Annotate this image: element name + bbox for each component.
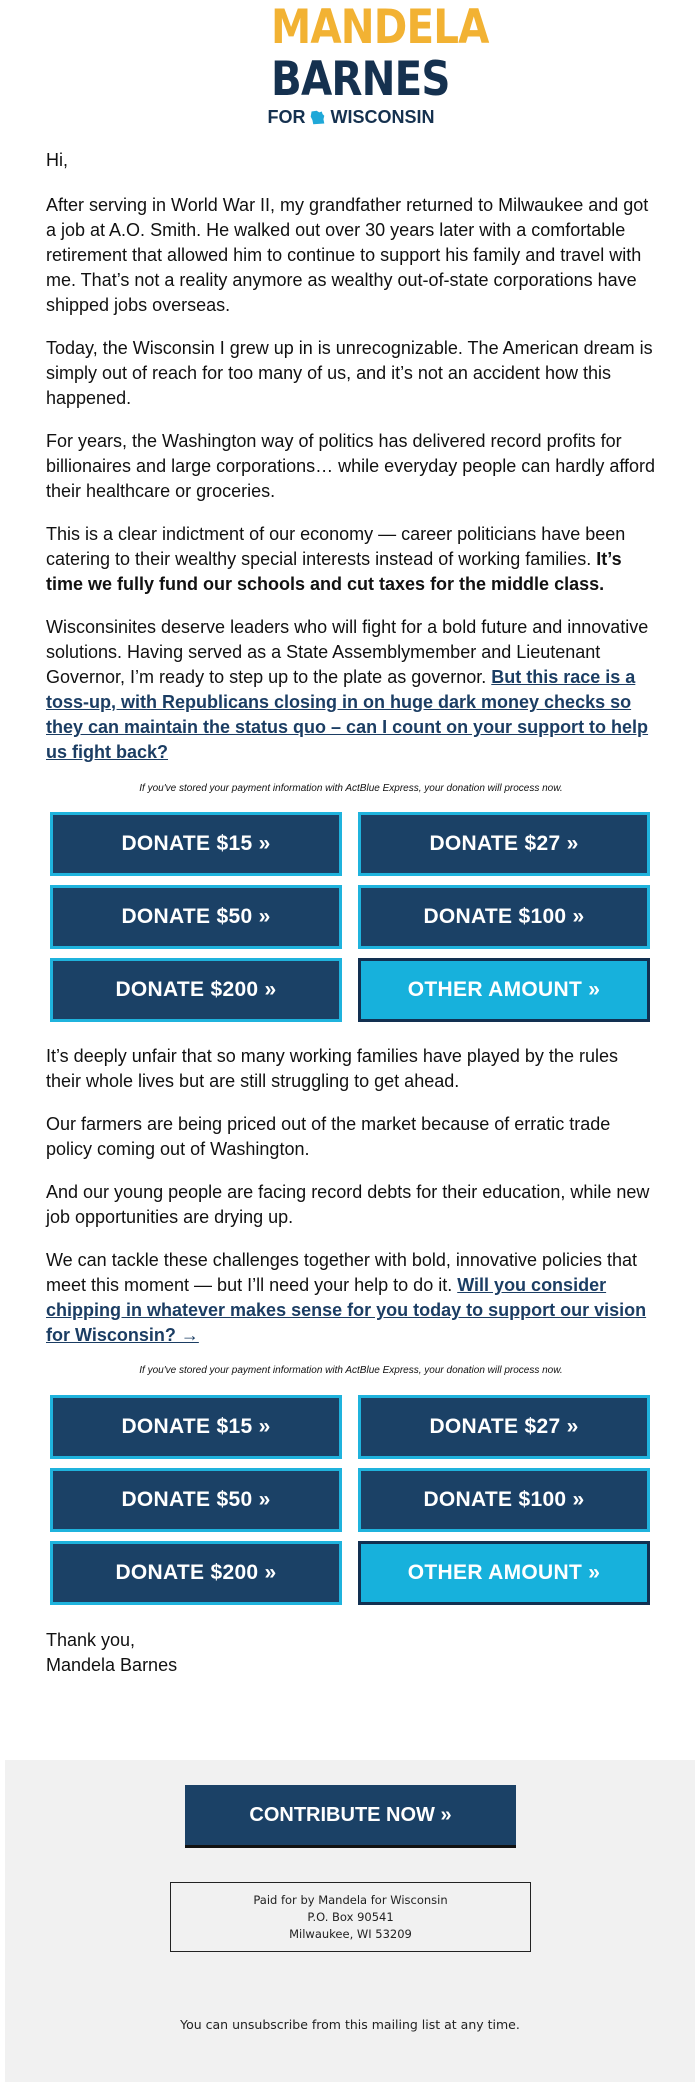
paragraph-washington: For years, the Washington way of politics has delivered record profits for billionaires and large corporations… while everyday people can hardly afford their healthcare or groceries. — [46, 431, 656, 501]
actblue-disclaimer: If you've stored your payment information with ActBlue Express, your donation will process now. — [139, 783, 563, 794]
paragraph-wisconsin: Today, the Wisconsin I grew up in is unrecognizable. The American dream is simply out of reach for too many of us, and it’s not an accident how this happened. — [46, 338, 653, 408]
donate-50-button-2[interactable]: DONATE $50 » — [50, 1468, 342, 1532]
indictment-text: This is a clear indictment of our economy — career politicians have been catering to their wealthy special interests instead of working families. — [46, 524, 626, 569]
donate-15-button-2[interactable]: DONATE $15 » — [50, 1395, 342, 1459]
donate-grid-2 — [50, 1395, 650, 1607]
logo-tagline — [258, 106, 444, 128]
donate-27-button[interactable]: DONATE $27 » — [358, 812, 650, 876]
chip-in-link[interactable]: Will you consider chipping in whatever makes sense for you today to support our vision for Wisconsin? → — [46, 1275, 647, 1345]
donate-100-button[interactable]: DONATE $100 » — [358, 885, 650, 949]
donate-200-button[interactable]: DONATE $200 » — [50, 958, 342, 1022]
paragraph-farmers: Our farmers are being priced out of the market because of erratic trade policy coming out of Washington. — [46, 1114, 611, 1159]
city-line: Milwaukee, WI 53209 — [289, 1926, 412, 1941]
campaign-logo[interactable] — [258, 0, 489, 128]
greeting: Hi, — [46, 150, 68, 170]
paragraph-young-people: And our young people are facing record debts for their education, while new job opportunities are drying up. — [46, 1182, 650, 1227]
donate-27-button-2[interactable]: DONATE $27 » — [358, 1395, 650, 1459]
signoff-name: Mandela Barnes — [46, 1655, 178, 1675]
email-body — [46, 148, 656, 783]
logo-tagline-wisconsin: WISCONSIN — [330, 107, 435, 127]
donate-15-button[interactable]: DONATE $15 » — [50, 812, 342, 876]
logo-tagline-for: FOR — [267, 107, 306, 127]
paragraph-grandfather: After serving in World War II, my grandfather returned to Milwaukee and got a job at A.O. Smith. He walked out over 30 years later with a comfortable retirement that allowed him to continue to support his family and travel with me. That’s not a reality anymore as wealthy out-of-state corporations have shipped jobs overseas. — [46, 195, 649, 315]
support-link[interactable]: But this race is a toss-up, with Republicans closing in on huge dark money checks so they can maintain the status quo – can I count on your support to help us fight back? — [46, 667, 649, 762]
actblue-disclaimer-2: If you've stored your payment information with ActBlue Express, your donation will process now. — [139, 1365, 563, 1376]
contribute-now-button[interactable]: CONTRIBUTE NOW » — [185, 1785, 516, 1848]
paragraph-unfair: It’s deeply unfair that so many working families have played by the rules their whole lives but are still struggling to get ahead. — [46, 1046, 618, 1091]
donate-200-button-2[interactable]: DONATE $200 » — [50, 1541, 342, 1605]
paragraph-leaders — [46, 615, 656, 765]
donate-50-button[interactable]: DONATE $50 » — [50, 885, 342, 949]
donate-100-button-2[interactable]: DONATE $100 » — [358, 1468, 650, 1532]
tackle-text: We can tackle these challenges together with bold, innovative policies that meet this moment — but I’ll need your help to do it. — [46, 1250, 638, 1295]
donate-grid — [50, 812, 650, 1024]
signoff-thanks: Thank you, — [46, 1630, 136, 1650]
logo-last-name: BARNES — [271, 52, 450, 107]
unsubscribe-notice: You can unsubscribe from this mailing list at any time. — [180, 2017, 520, 2032]
donate-other-amount-button[interactable]: OTHER AMOUNT » — [358, 958, 650, 1022]
signoff — [46, 1628, 177, 1678]
email-header — [0, 0, 700, 134]
wisconsin-state-icon — [309, 109, 326, 126]
leaders-text: Wisconsinites deserve leaders who will fight for a bold future and innovative solutions. Having served as a State Assemblymember and Lieutenant Governor, I’m ready to step up to the plate as governor. — [46, 617, 649, 687]
email-footer — [5, 1760, 695, 2082]
logo-first-name: MANDELA — [271, 0, 489, 55]
paragraph-tackle — [46, 1248, 656, 1348]
indictment-bold: It’s time we fully fund our schools and cut taxes for the middle class. — [46, 549, 622, 594]
paid-for-by-box — [170, 1882, 531, 1952]
email-body-continued — [46, 1044, 656, 1366]
paragraph-indictment — [46, 522, 656, 597]
donate-other-amount-button-2[interactable]: OTHER AMOUNT » — [358, 1541, 650, 1605]
po-box-line: P.O. Box 90541 — [307, 1909, 394, 1924]
paid-for-line: Paid for by Mandela for Wisconsin — [253, 1892, 448, 1907]
